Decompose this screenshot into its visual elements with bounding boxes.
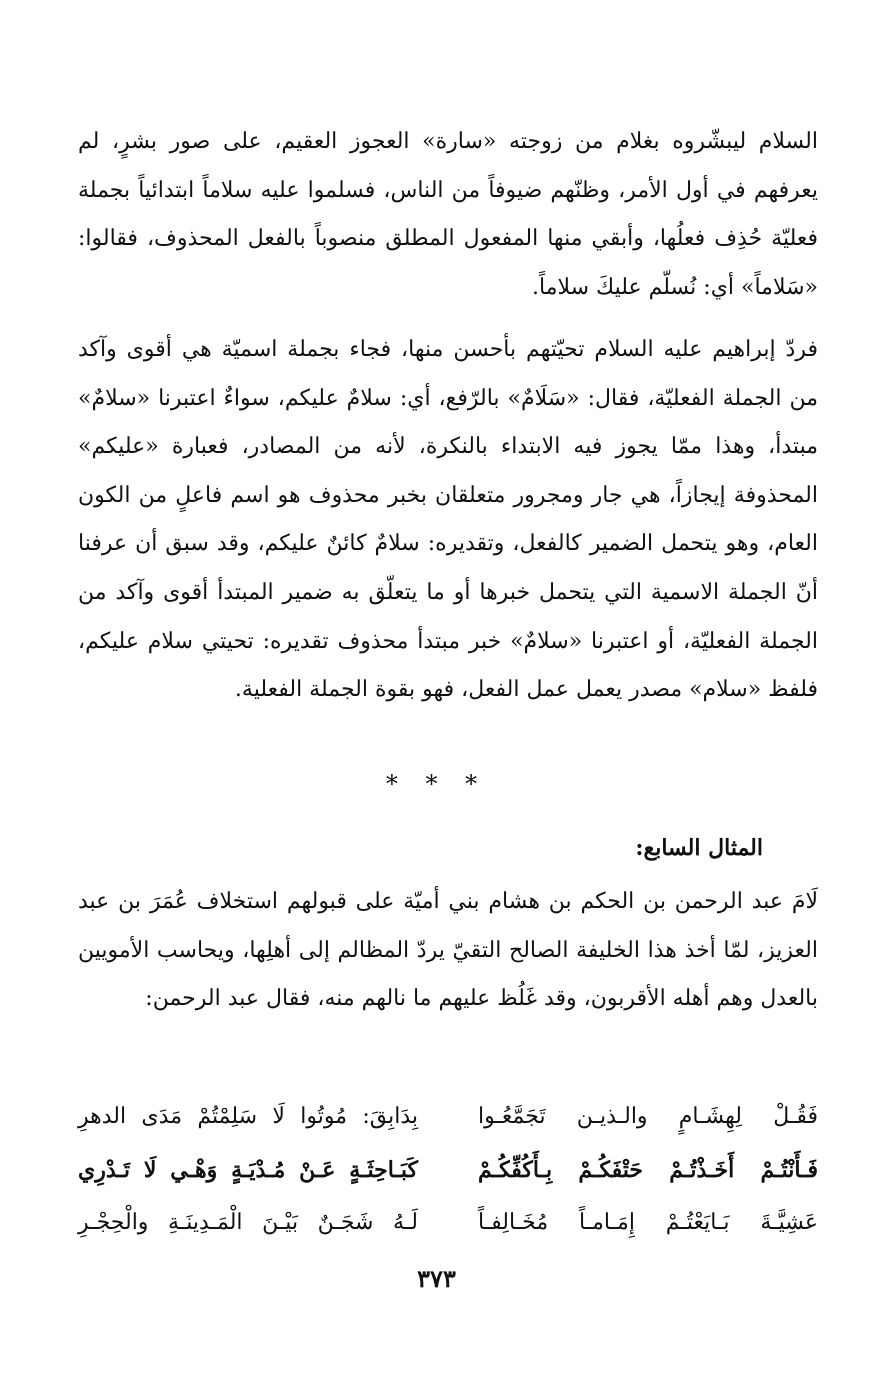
example-heading: المثال السابع:	[635, 835, 763, 861]
poem-verse-2	[78, 1143, 818, 1196]
verse-second-hemistich: كَبَـاحِثَـةٍ عَـنْ مُـدْيَـةٍ وَهْـي لَا تَـدْرِي	[78, 1156, 418, 1183]
verse-first-hemistich: عَشِيَّـةَ بَـايَعْتُـمْ إِمَـامـاً مُخَـالِفـاً	[478, 1210, 818, 1235]
paragraph-1: السلام ليبشّروه بغلام من زوجته «سارة» العجوز العقيم، على صور بشرٍ، لم يعرفهم في أول الأمر، وظنّهم ضيوفاً من الناس، فسلموا عليه سلاماً ابتدائياً بجملة فعليّة حُذِف فعلُها، وأبقي منها المفعول المطلق منصوباً بالفعل المحذوف، فقالوا: «سَلاماً» أي: نُسلّم عليكَ سلاماً.	[78, 129, 818, 300]
page-number: ٣٧٣	[417, 1264, 456, 1293]
verse-first-hemistich: فَـأَنْتُـمْ أَخَـذْتُـمْ حَتْفَكُـمْ بِـأَكُفِّكُـمْ	[478, 1156, 818, 1183]
verse-second-hemistich: لَـهُ شَجَـنٌ بَيْـنَ الْمَـدِينَـةِ والْحِجْـرِ	[78, 1210, 418, 1235]
verse-first-hemistich: فَقُـلْ لِهِشَـامٍ والـذيـن تَجَمَّعُـوا	[478, 1104, 818, 1129]
poem-verse-1	[78, 1090, 818, 1143]
poem	[78, 1090, 818, 1249]
section-separator: * * *	[385, 770, 488, 798]
paragraph-2: فردّ إبراهيم عليه السلام تحيّتهم بأحسن منها، فجاء بجملة اسميّة هي أقوى وآكد من الجملة الفعليّة، فقال: «سَلَامٌ» بالرّفع، أي: سلامٌ عليكم، سواءٌ اعتبرنا «سلامٌ» مبتدأ، وهذا ممّا يجوز فيه الابتداء بالنكرة، لأنه من المصادر، فعبارة «عليكم» المحذوفة إيجازاً، هي جار ومجرور متعلقان بخبر محذوف هو اسم فاعلٍ من الكون العام، وهو يتحمل الضمير كالفعل، وتقديره: سلامٌ كائنٌ عليكم، وقد سبق أن عرفنا أنّ الجملة الاسمية التي يتحمل خبرها أو ما يتعلّق به ضمير المبتدأ أقوى وآكد من الجملة الفعليّة، أو اعتبرنا «سلامٌ» خبر مبتدأ محذوف تقديره: تحيتي سلام عليكم، فلفظ «سلام» مصدر يعمل عمل الفعل، فهو بقوة الجملة الفعلية.	[78, 337, 818, 703]
poem-verse-3	[78, 1196, 818, 1249]
paragraph-3: لَامَ عبد الرحمن بن الحكم بن هشام بني أميّة على قبولهم استخلاف عُمَرَ بن عبد العزيز، لمّا أخذ هذا الخليفة الصالح التقيّ يردّ المظالم إلى أهلِها، ويحاسب الأمويين بالعدل وهم أهله الأقربون، وقد غَلُظ عليهم ما نالهم منه، فقال عبد الرحمن:	[78, 889, 818, 1012]
verse-second-hemistich: بِدَابِقَ: مُوتُوا لَا سَلِمْتُمْ مَدَى الدهرِ	[78, 1104, 418, 1129]
